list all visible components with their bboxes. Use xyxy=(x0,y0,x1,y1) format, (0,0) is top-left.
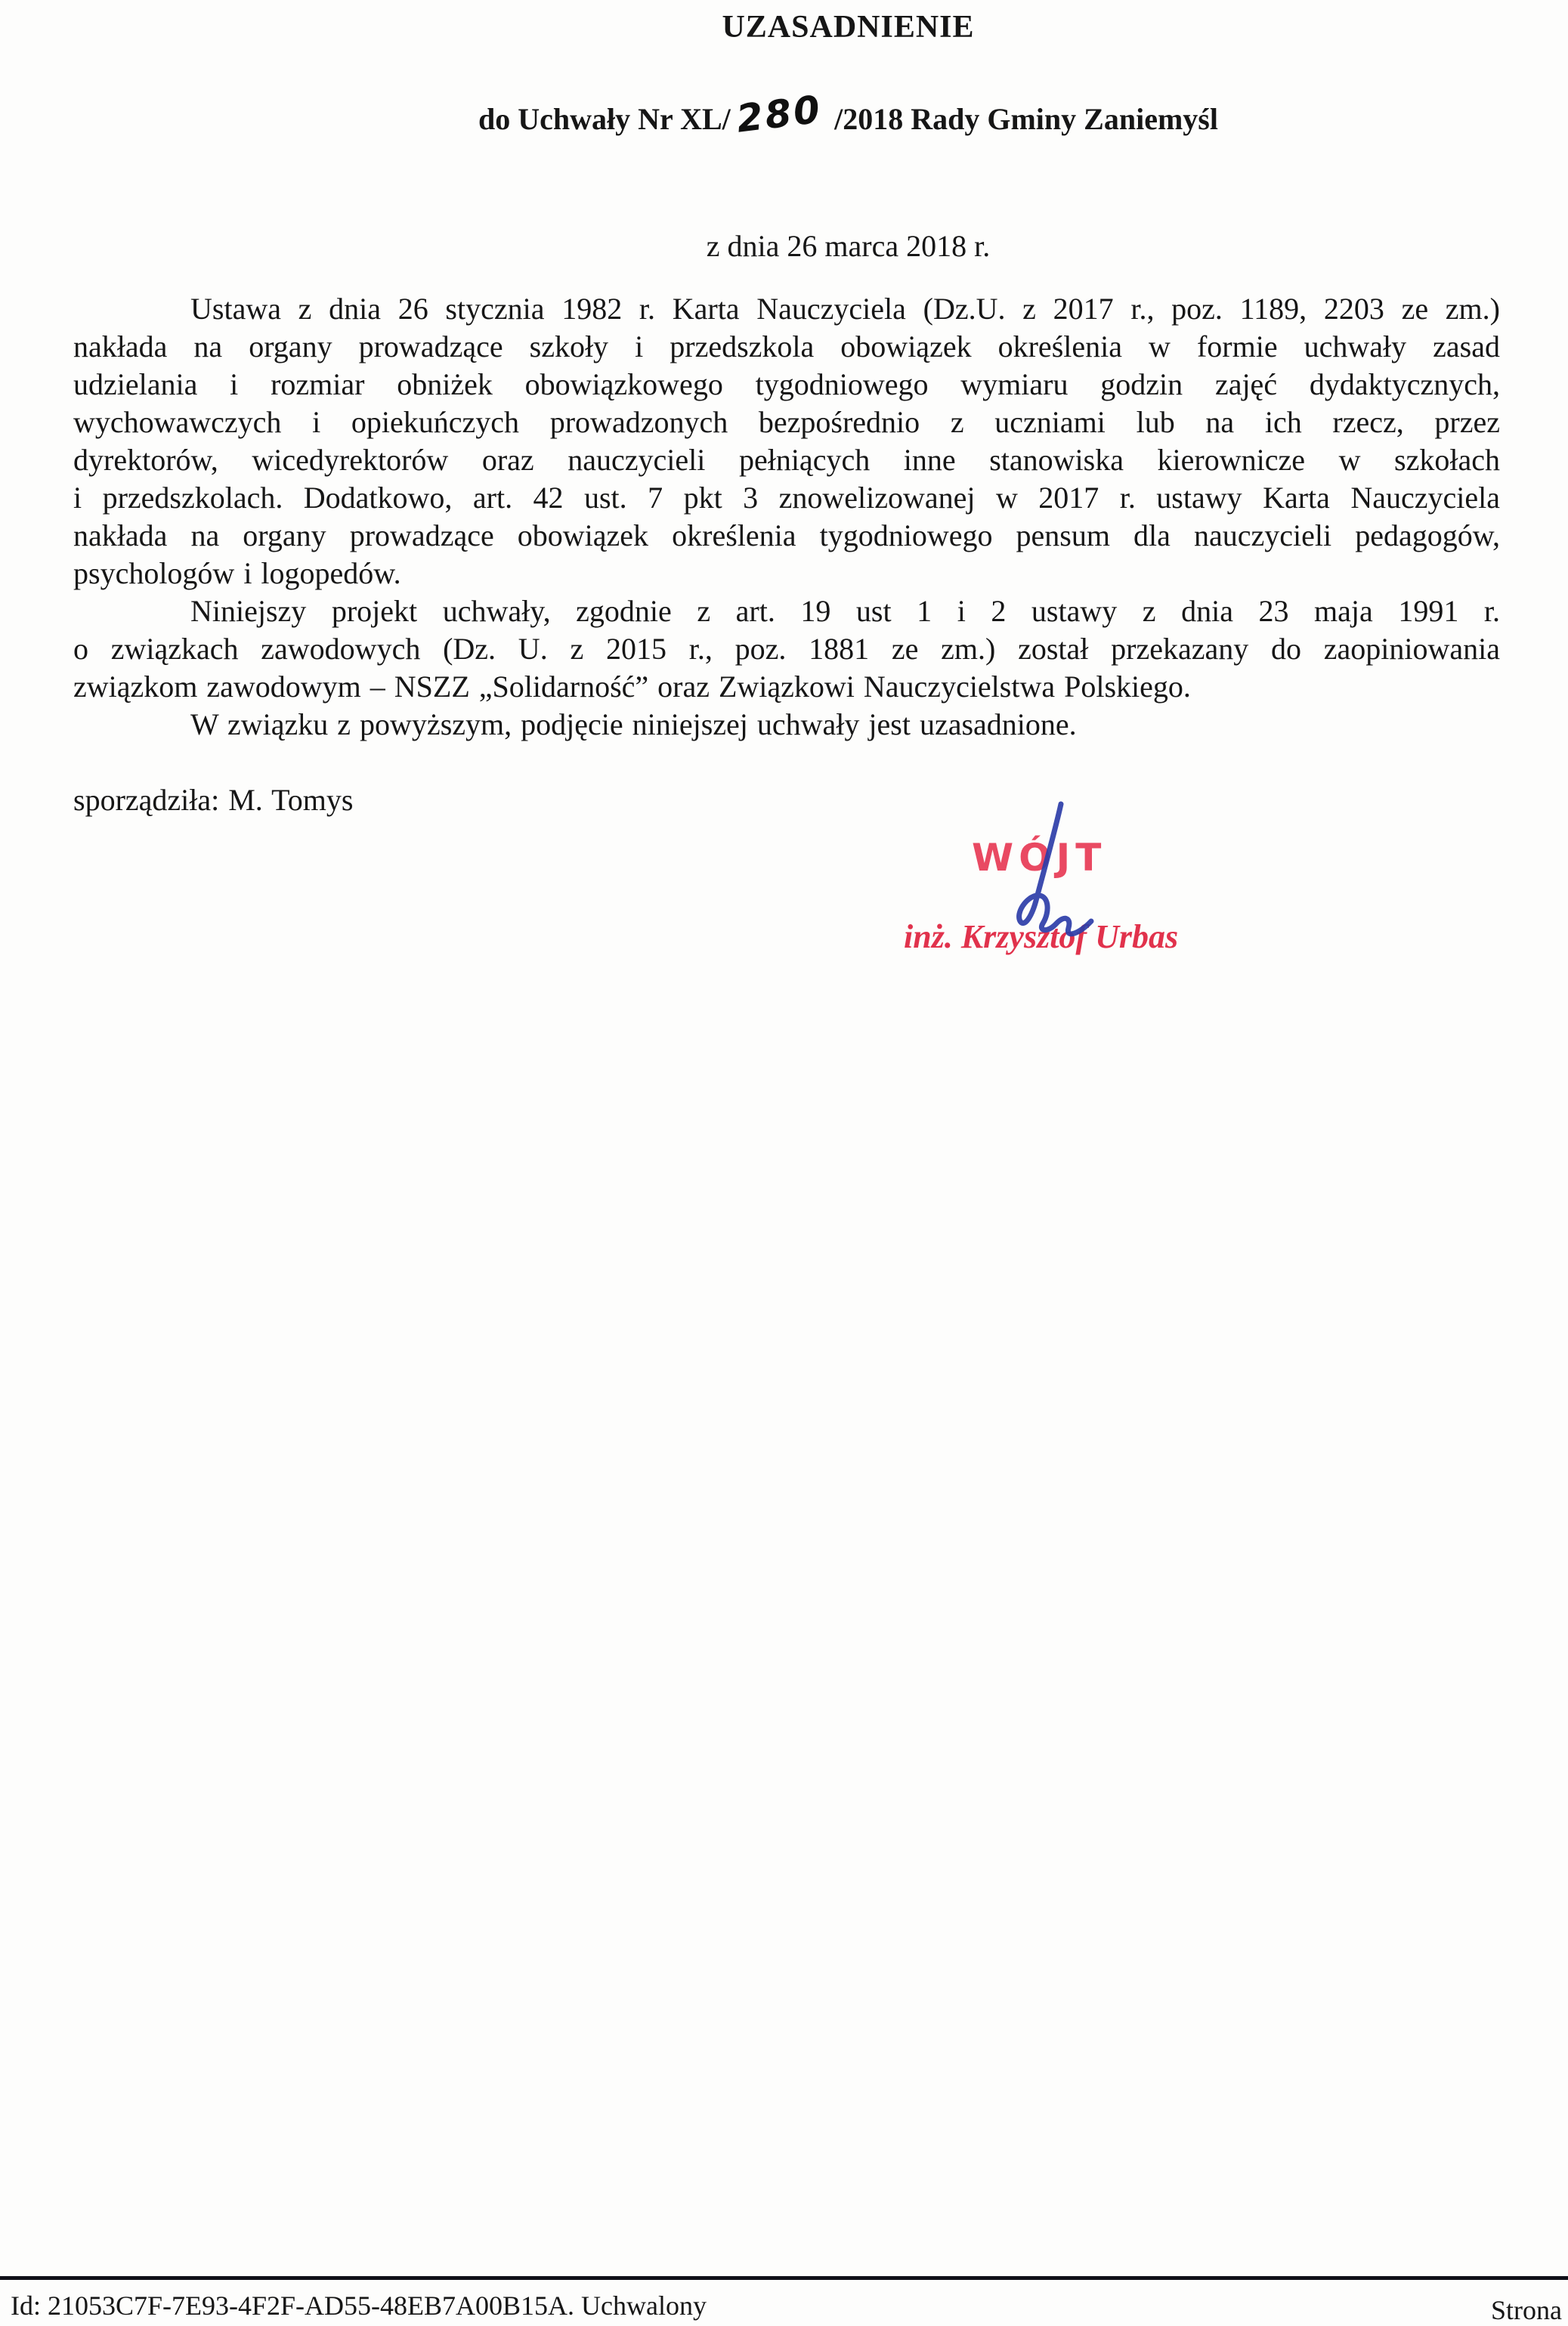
paragraph1-line: wychowawczych i opiekuńczych prowadzonych bezpośrednio z uczniami lub na ich rzecz, przez xyxy=(73,405,1500,439)
paragraph1-line: nakłada na organy prowadzące obowiązek określenia tygodniowego pensum dla nauczycieli pedagogów, xyxy=(73,518,1500,552)
paragraph1-line: Ustawa z dnia 26 stycznia 1982 r. Karta Nauczyciela (Dz.U. z 2017 r., poz. 1189, 2203 ze zm.) xyxy=(190,292,1500,326)
footer-document-id: Id: 21053C7F-7E93-4F2F-AD55-48EB7A00B15A. Uchwalony xyxy=(11,2290,707,2321)
footer-divider xyxy=(0,2276,1568,2280)
resolution-reference-line xyxy=(128,87,1568,141)
paragraph2-line: Niniejszy projekt uchwały, zgodnie z art. 19 ust 1 i 2 ustawy z dnia 23 maja 1991 r. xyxy=(190,594,1500,628)
paragraph1-line: udzielania i rozmiar obniżek obowiązkowego tygodniowego wymiaru godzin zajęć dydaktycznych, xyxy=(73,367,1500,401)
paragraph2-line: o związkach zawodowych (Dz. U. z 2015 r., poz. 1881 ze zm.) został przekazany do zaopiniowania xyxy=(73,632,1500,666)
document-date: z dnia 26 marca 2018 r. xyxy=(706,229,991,263)
paragraph2-line: związkom zawodowym – NSZZ „Solidarność” oraz Związkowi Nauczycielstwa Polskiego. xyxy=(73,670,1191,704)
resolution-suffix: /2018 Rady Gminy Zaniemyśl xyxy=(834,102,1218,136)
page-title: UZASADNIENIE xyxy=(722,10,975,45)
stamp-role-text: WÓJT xyxy=(972,836,1107,880)
paragraph1-line: i przedszkolach. Dodatkowo, art. 42 ust. 7 pkt 3 znowelizowanej w 2017 r. ustawy Karta Nauczyciela xyxy=(73,481,1500,515)
paragraph1-line: nakłada na organy prowadzące szkoły i przedszkola obowiązek określenia w formie uchwały zasad xyxy=(73,329,1500,363)
handwritten-resolution-number: 280 xyxy=(734,87,824,141)
paragraph1-line: psychologów i logopedów. xyxy=(73,556,401,590)
resolution-prefix: do Uchwały Nr XL/ xyxy=(478,102,731,136)
paragraph1-line: dyrektorów, wicedyrektorów oraz nauczycieli pełniących inne stanowiska kierownicze w szkołach xyxy=(73,443,1500,477)
handwritten-signature xyxy=(999,800,1120,947)
stamp-signatory-name: inż. Krzysztof Urbas xyxy=(904,918,1179,955)
document-body xyxy=(73,290,1500,819)
prepared-by-line: sporządziła: M. Tomys xyxy=(73,783,354,817)
paragraph3-line: W związku z powyższym, podjęcie niniejszej uchwały jest uzasadnione. xyxy=(190,707,1077,741)
footer-page-label: Strona xyxy=(1491,2295,1562,2325)
